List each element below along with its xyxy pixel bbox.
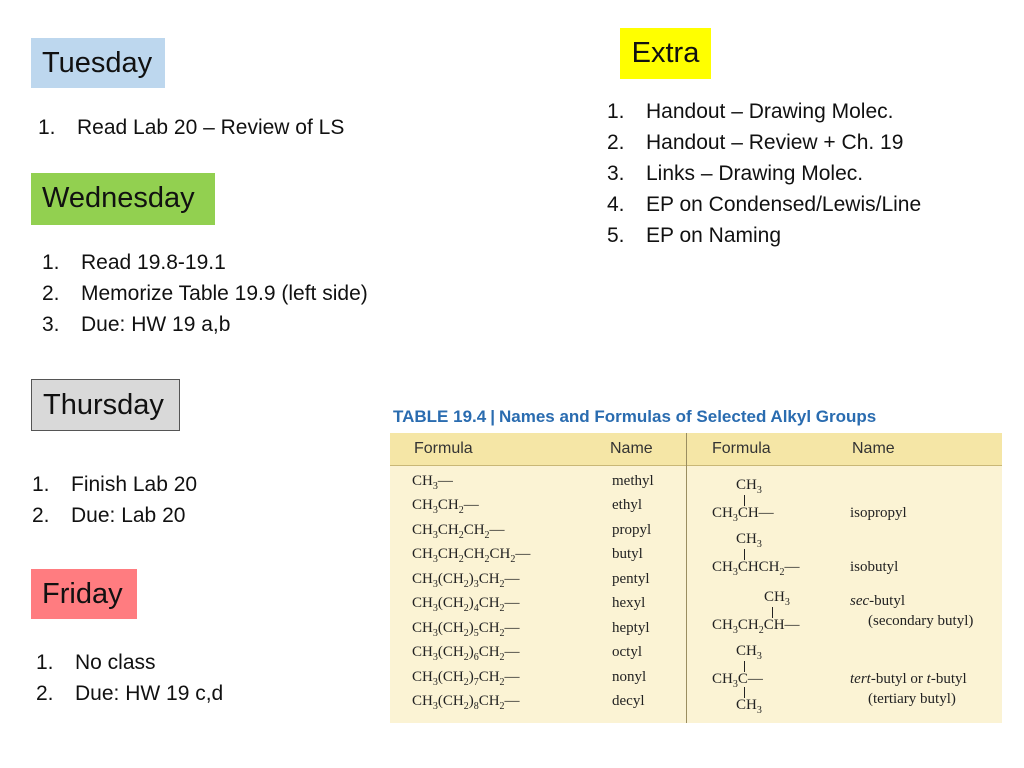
list-item: 1. Read 19.8-19.1 [42, 251, 226, 274]
tuesday-list [38, 112, 344, 143]
name-decyl: decyl [612, 693, 645, 709]
name-octyl: octyl [612, 644, 642, 660]
alkyl-groups-table [390, 403, 1002, 723]
wednesday-list [42, 247, 368, 340]
list-item: 3. Due: HW 19 a,b [42, 313, 231, 336]
formula-decyl: $CH_3(CH_2)_8CH_2—$ [412, 693, 520, 712]
list-item: 1. Finish Lab 20 [32, 473, 198, 496]
name-tert-butyl: tert-butyl or t-butyl [850, 671, 967, 687]
list-item: 2. Memorize Table 19.9 (left side) [42, 282, 368, 305]
table-divider [686, 433, 687, 723]
name-heptyl: heptyl [612, 620, 650, 636]
extra-heading: Extra [620, 28, 711, 79]
list-item: 3. Links – Drawing Molec. [607, 162, 864, 185]
name-hexyl: hexyl [612, 595, 646, 611]
list-item: 2. Due: HW 19 c,d [36, 682, 224, 705]
header-formula-left: Formula [414, 440, 473, 457]
wednesday-heading: Wednesday [31, 173, 215, 225]
tuesday-heading: Tuesday [31, 38, 165, 88]
name-methyl: methyl [612, 473, 654, 489]
name-nonyl: nonyl [612, 669, 647, 685]
thursday-list [32, 469, 197, 531]
note-sec-butyl: (secondary butyl) [868, 613, 974, 629]
header-formula-right: Formula [712, 440, 771, 457]
list-item: 5. EP on Naming [607, 224, 782, 247]
formula-heptyl: $CH_3(CH_2)_5CH_2—$ [412, 620, 520, 639]
name-sec-butyl: sec-butyl [850, 593, 905, 609]
list-item: 2. Due: Lab 20 [32, 504, 186, 527]
name-isobutyl: isobutyl [850, 559, 899, 575]
friday-list [36, 647, 223, 709]
formula-butyl: $CH_3CH_2CH_2CH_2—$ [412, 546, 531, 565]
formula-pentyl: $CH_3(CH_2)_3CH_2—$ [412, 571, 520, 590]
list-item: 4. EP on Condensed/Lewis/Line [607, 193, 922, 216]
friday-heading: Friday [31, 569, 137, 619]
formula-hexyl: $CH_3(CH_2)_4CH_2—$ [412, 595, 520, 614]
formula-octyl: $CH_3(CH_2)_6CH_2—$ [412, 644, 520, 663]
name-pentyl: pentyl [612, 571, 650, 587]
table-body: Formula Name Formula Name $CH_3—$ $CH_3CH_2—$ $CH_3CH_2CH_2—$ $CH_3CH_2CH_2CH_2—$ $CH_3(CH_2)_3CH_2—$ $CH_3(CH_2)_4CH_2—$ $CH_3(CH_2)_5CH_2—$ $CH_3(CH_2)_6CH_2—$ $CH_3(CH_2)_7CH_2—$ $CH_3(CH_2)_8CH_2—$ methyl ethyl propyl butyl pentyl hexyl heptyl octyl nonyl decyl $CH_3$ $CH_3CH—$ $CH_3$ $CH_3CHCH_2—$ $CH_3$ $CH_3CH_2CH—$ $CH_3$ $CH_3C—$ $CH_3$ isopropyl isobutyl sec-butyl (secondary butyl) tert-butyl or t-butyl (tertiary butyl) [390, 433, 1002, 723]
table-header-row [390, 433, 1002, 466]
formula-methyl: $CH_3—$ [412, 473, 453, 492]
list-item: 2. Handout – Review + Ch. 19 [607, 131, 904, 154]
name-butyl: butyl [612, 546, 643, 562]
extra-list [607, 96, 921, 251]
header-name-right: Name [852, 440, 895, 457]
name-ethyl: ethyl [612, 497, 642, 513]
formula-propyl: $CH_3CH_2CH_2—$ [412, 522, 505, 541]
formula-nonyl: $CH_3(CH_2)_7CH_2—$ [412, 669, 520, 688]
list-item: 1. Handout – Drawing Molec. [607, 100, 894, 123]
name-propyl: propyl [612, 522, 652, 538]
header-name-left: Name [610, 440, 653, 457]
list-item: 1. Read Lab 20 – Review of LS [38, 116, 345, 139]
name-isopropyl: isopropyl [850, 505, 907, 521]
thursday-heading: Thursday [31, 379, 180, 431]
table-title: TABLE 19.4 | Names and Formulas of Selected Alkyl Groups [393, 407, 877, 426]
note-tert-butyl: (tertiary butyl) [868, 691, 956, 707]
formula-ethyl: $CH_3CH_2—$ [412, 497, 479, 516]
list-item: 1. No class [36, 651, 156, 674]
